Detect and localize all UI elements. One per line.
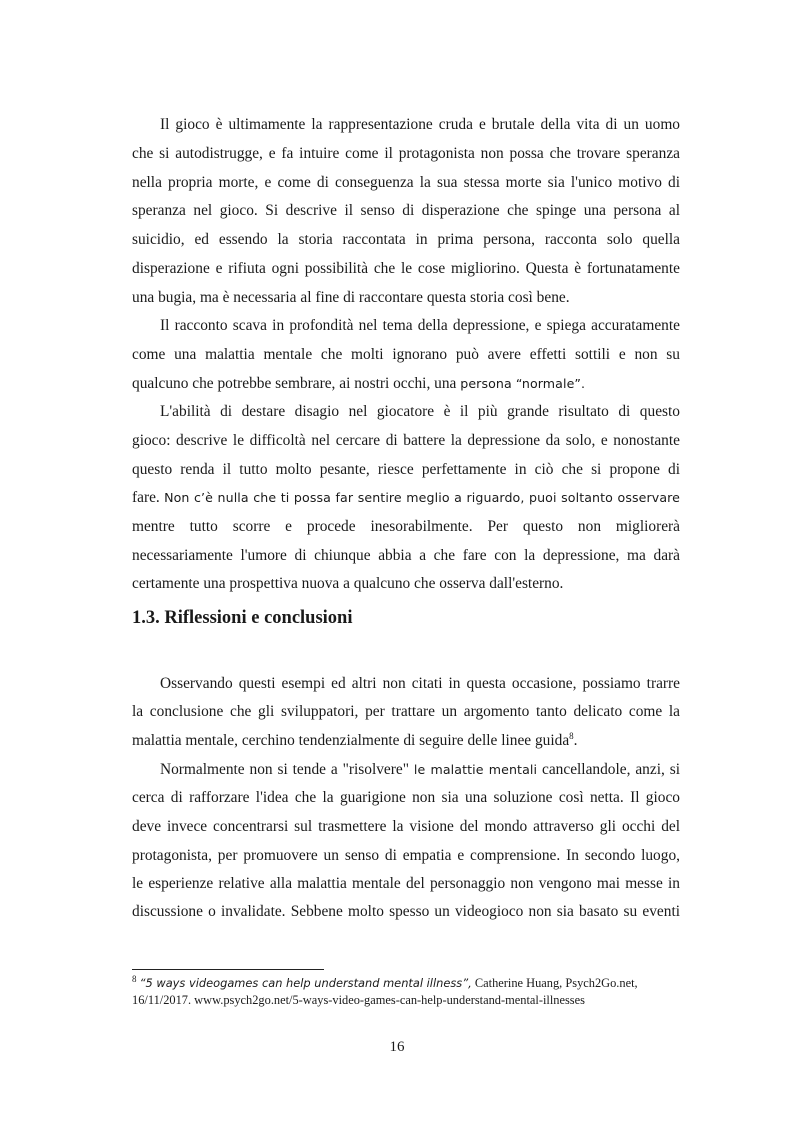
footnote-title: “5 ways videogames can help understand mental illness”, [139,976,472,990]
paragraph-2-line-3-text: qualcuno che potrebbe sembrare, ai nostri occhi, una [132,375,457,392]
paragraph-1-line-4: speranza nel gioco. Si descrive il senso di disperazione che spinge una persona al [132,202,680,219]
footnote-number: 8 [132,973,137,984]
paragraph-3-line-7: certamente una prospettiva nuova a qualcuno che osserva dall'esterno. [132,575,564,592]
paragraph-5-line-1-start: Normalmente non si tende a "risolvere" [160,761,409,778]
paragraph-1-line-3: nella propria morte, e come di conseguenza la sua stessa morte sia l'unico motivo di [132,174,680,191]
paragraph-1-line-7: una bugia, ma è necessaria al fine di raccontare questa storia così bene. [132,289,570,306]
section-heading: 1.3. Riflessioni e conclusioni [132,608,353,628]
paragraph-1-line-2: che si autodistrugge, e fa intuire come il protagonista non possa che trovare speranza [132,145,680,162]
paragraph-5-line-2: cerca di rafforzare l'idea che la guarigione non sia una soluzione così netta. Il gioco [132,789,680,806]
paragraph-3-quote-text: Non c’è nulla che ti possa far sentire meglio a riguardo, puoi soltanto osservare [164,490,680,505]
paragraph-3-line-2: gioco: descrive le difficoltà nel cercare di battere la depressione da solo, e nonostante [132,432,680,449]
paragraph-1-line-1: Il gioco è ultimamente la rappresentazione cruda e brutale della vita di un uomo [160,116,680,133]
paragraph-1-line-5: suicidio, ed essendo la storia raccontata in prima persona, racconta solo quella [132,231,680,248]
footnote-source: Catherine Huang, Psych2Go.net, [474,976,638,990]
paragraph-3-line-6: necessariamente l'umore di chiunque abbia a che fare con la depressione, ma darà [132,547,680,564]
paragraph-5-alt-text: le malattie mentali [413,762,538,777]
footnote-divider [132,969,324,970]
footnote-line-2[interactable]: 16/11/2017. www.psych2go.net/5-ways-video-games-can-help-understand-mental-illnesses [132,993,585,1007]
paragraph-5-line-6: discussione o invalidate. Sebbene molto spesso un videogioco non sia basato su eventi [132,903,680,920]
paragraph-4-period: . [573,732,578,749]
paragraph-4-line-3-text: malattia mentale, cerchino tendenzialmente di seguire delle linee guida [132,732,570,749]
paragraph-2-quote-normale: persona “normale”. [460,376,586,391]
paragraph-4-line-2: la conclusione che gli sviluppatori, per trattare un argomento tanto delicato come la [132,703,680,720]
paragraph-2-line-2: come una malattia mentale che molti ignorano può avere effetti sottili e non su [132,346,680,363]
paragraph-5-line-3: deve invece concentrarsi sul trasmettere la visione del mondo attraverso gli occhi del [132,818,680,835]
paragraph-2-line-1: Il racconto scava in profondità nel tema della depressione, e spiega accuratamente [160,317,680,334]
paragraph-2-line-3 [132,374,680,394]
paragraph-3-line-4 [132,488,680,508]
paragraph-5-line-1-end: cancellandole, anzi, si [542,761,680,778]
paragraph-5-line-1 [132,760,680,780]
paragraph-3-line-1: L'abilità di destare disagio nel giocatore è il più grande risultato di questo [160,403,680,420]
paragraph-1-line-6: disperazione e rifiuta ogni possibilità che le cose migliorino. Questa è fortunatamente [132,260,680,277]
paragraph-4-line-3 [132,731,680,751]
paragraph-3-line-3: questo renda il tutto molto pesante, riesce perfettamente in ciò che si propone di [132,461,680,478]
paragraph-3-line-4-start: fare. [132,489,160,506]
page-number: 16 [389,1039,405,1055]
footnote-line-1 [132,975,680,991]
paragraph-4-line-1: Osservando questi esempi ed altri non citati in questa occasione, possiamo trarre [160,675,680,692]
footnote-reference[interactable]: 8 [569,730,574,741]
paragraph-5-line-4: protagonista, per promuovere un senso di empatia e comprensione. In secondo luogo, [132,847,680,864]
paragraph-3-line-5: mentre tutto scorre e procede inesorabilmente. Per questo non migliorerà [132,518,680,535]
paragraph-5-line-5: le esperienze relative alla malattia mentale del personaggio non vengono mai messe in [132,875,680,892]
